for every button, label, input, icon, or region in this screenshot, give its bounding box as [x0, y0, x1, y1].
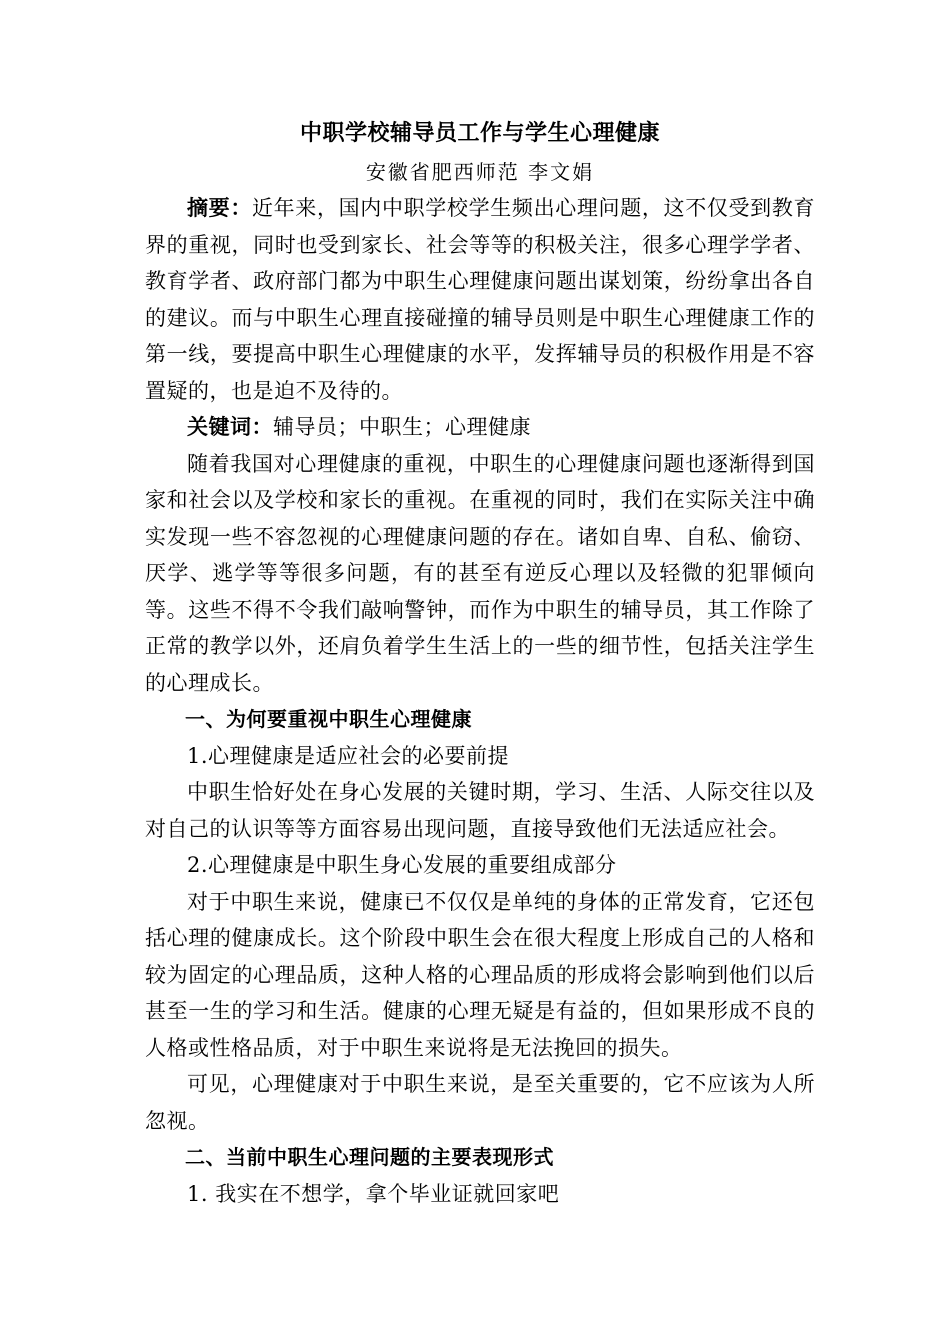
document-author: 安徽省肥西师范 李文娟 — [365, 160, 595, 184]
conclusion-paragraph: 可见，心理健康对于中职生来说，是至关重要的，它不应该为人所忽视。 — [145, 1072, 815, 1133]
section1-heading: 一、为何要重视中职生心理健康 — [185, 707, 472, 731]
keywords-text: 辅导员；中职生；心理健康 — [273, 415, 531, 439]
section1-item2-heading: 2.心理健康是中职生身心发展的重要组成部分 — [187, 853, 617, 877]
section1-item2-paragraph: 对于中职生来说，健康已不仅仅是单纯的身体的正常发育，它还包括心理的健康成长。这个阶段中职生会在很大程度上形成自己的人格和较为固定的心理品质，这种人格的心理品质的形成将会影响到他们以后甚至一生的学习和生活。健康的心理无疑是有益的，但如果形成不良的人格或性格品质，对于中职生来说将是无法挽回的损失。 — [145, 889, 815, 1060]
abstract-text: 近年来，国内中职学校学生频出心理问题，这不仅受到教育界的重视，同时也受到家长、社会等等的积极关注，很多心理学学者、教育学者、政府部门都为中职生心理健康问题出谋划策，纷纷拿出各自的建议。而与中职生心理直接碰撞的辅导员则是中职生心理健康工作的第一线，要提高中职生心理健康的水平，发挥辅导员的积极作用是不容置疑的，也是迫不及待的。 — [145, 196, 815, 403]
keywords-label: 关键词： — [187, 414, 273, 439]
section1-item1-paragraph: 中职生恰好处在身心发展的关键时期，学习、生活、人际交往以及对自己的认识等等方面容易出现问题，直接导致他们无法适应社会。 — [145, 780, 815, 841]
document-title: 中职学校辅导员工作与学生心理健康 — [299, 121, 660, 146]
keywords-paragraph — [145, 409, 815, 446]
abstract-label: 摘要： — [187, 195, 252, 220]
abstract-paragraph — [145, 190, 815, 409]
section2-item1-heading: 1. 我实在不想学，拿个毕业证就回家吧 — [187, 1181, 560, 1206]
section1-item1-heading: 1.心理健康是适应社会的必要前提 — [187, 743, 510, 768]
section2-heading: 二、当前中职生心理问题的主要表现形式 — [185, 1145, 554, 1169]
document-page — [145, 112, 815, 1212]
intro-paragraph: 随着我国对心理健康的重视，中职生的心理健康问题也逐渐得到国家和社会以及学校和家长的重视。在重视的同时，我们在实际关注中确实发现一些不容忽视的心理健康问题的存在。诸如自卑、自私、偷窃、厌学、逃学等等很多问题，有的甚至有逆反心理以及轻微的犯罪倾向等。这些不得不令我们敲响警钟，而作为中职生的辅导员，其工作除了正常的教学以外，还肩负着学生生活上的一些的细节性，包括关注学生的心理成长。 — [145, 451, 815, 695]
